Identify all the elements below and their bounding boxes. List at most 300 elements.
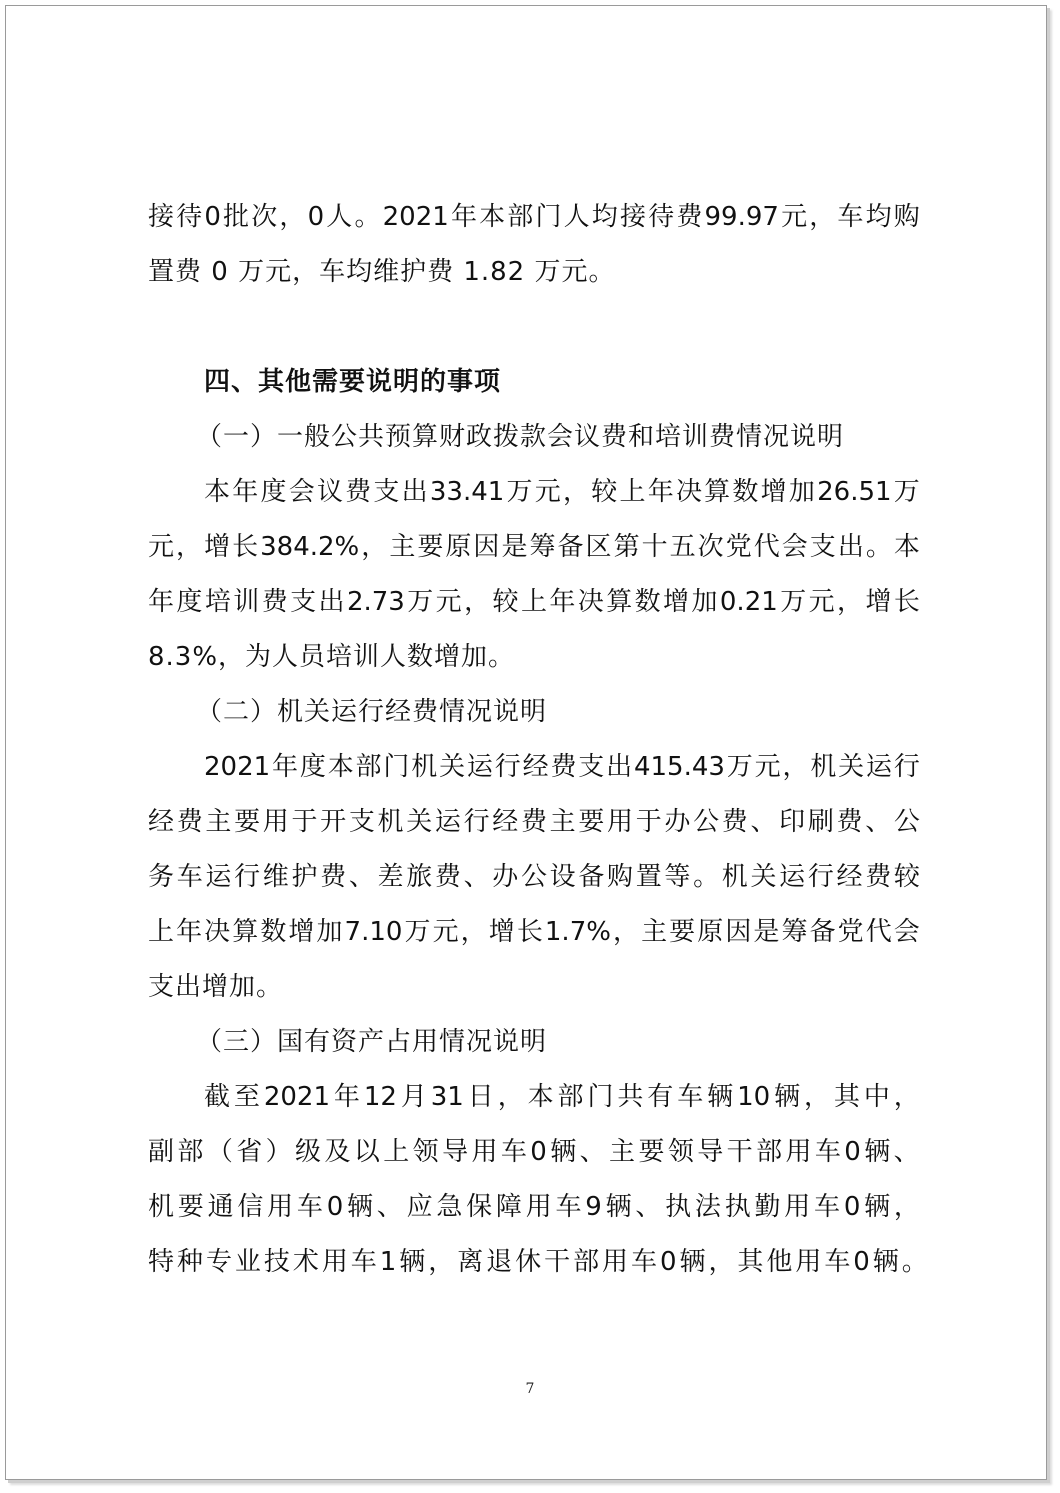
text-glyph: ， [809,202,836,232]
text-glyph: 决 [204,917,231,947]
text-glyph: 用 [321,1247,348,1277]
text-glyph: 0 [530,1137,547,1167]
text-glyph: 较 [591,477,618,507]
text-glyph: 第 [613,532,640,562]
text-glyph: 、 [463,862,490,892]
text-glyph: 购 [607,862,634,892]
text-glyph: 十 [641,532,668,562]
text-glyph: 要 [669,917,696,947]
text-glyph: 增 [865,587,892,617]
text-glyph: 用 [525,1192,552,1222]
text-glyph: 万 [506,477,533,507]
text-glyph: 技 [263,1247,290,1277]
text-glyph: 会 [893,917,920,947]
text-glyph: 0 [844,1137,861,1167]
text-glyph: 用 [785,1137,812,1167]
text-glyph: 、 [865,807,892,837]
text-glyph: 于 [291,807,318,837]
text-glyph: 门 [587,1082,614,1112]
text-glyph: 要 [234,807,261,837]
text-glyph: 专 [205,1247,232,1277]
text-glyph: 术 [292,1247,319,1277]
text-glyph: 次 [251,202,278,232]
body-line [148,862,920,892]
text-glyph: 费 [721,807,748,837]
text-glyph: 、 [376,1192,403,1222]
text-glyph: 保 [466,1192,493,1222]
text-glyph: 元 [432,917,459,947]
text-glyph: 数 [732,477,759,507]
text-glyph: ， [893,1192,920,1222]
text-glyph: 部 [756,1137,783,1167]
text-glyph: 护 [291,862,318,892]
text-glyph: 、 [579,1137,606,1167]
text-glyph: 因 [725,917,752,947]
text-glyph: 特 [148,1247,175,1277]
text-glyph: 省 [236,1137,263,1167]
text-glyph: 加 [691,587,718,617]
text-glyph: 级 [295,1137,322,1167]
body-line [148,202,920,232]
text-glyph: 车 [814,1137,841,1167]
text-glyph: 运 [779,862,806,892]
text-glyph: 批 [223,202,250,232]
text-glyph: 1 [379,1247,397,1277]
text-glyph: 车 [176,862,203,892]
body-line [148,1137,920,1167]
text-glyph: 要 [638,1137,665,1167]
text-glyph: 万 [404,917,431,947]
text-glyph: 辆 [864,1137,891,1167]
text-glyph: 五 [669,532,696,562]
text-glyph: 接 [148,202,175,232]
text-glyph: 行 [494,752,521,782]
text-glyph: 主 [641,917,668,947]
body-line [148,807,920,837]
text-glyph: 万 [407,587,434,617]
text-glyph: 会 [288,477,315,507]
text-glyph: 购 [893,202,920,232]
text-glyph: 于 [635,807,662,837]
text-glyph: 筹 [781,917,808,947]
text-glyph: 增 [204,532,231,562]
text-glyph: 退 [486,1247,513,1277]
text-glyph: 0 [843,1192,861,1222]
text-glyph: 10 [737,1082,771,1112]
text-glyph: 度 [299,752,326,782]
text-glyph: 本 [893,532,920,562]
text-glyph: 数 [260,917,287,947]
text-glyph: 用 [784,1192,811,1222]
text-glyph: 上 [383,1137,410,1167]
text-glyph: 行 [807,862,834,892]
text-glyph: 支 [290,587,317,617]
text-glyph: 备 [578,862,605,892]
text-glyph: 0 [204,202,221,232]
text-glyph: 导 [442,1137,469,1167]
text-glyph: 务 [148,862,175,892]
text-glyph: ， [803,1082,830,1112]
text-glyph: 中 [863,1082,890,1112]
text-glyph: 是 [501,532,528,562]
text-glyph: 辆 [550,1137,577,1167]
text-glyph: 机 [810,752,837,782]
text-glyph: ， [613,917,640,947]
text-glyph: 算 [232,917,259,947]
text-glyph: 原 [697,917,724,947]
text-glyph: 辆 [864,1192,891,1222]
body-line [148,917,920,947]
text-glyph: 公 [893,807,920,837]
text-glyph: 2021 [382,202,449,232]
text-glyph: 经 [492,807,519,837]
text-glyph: 部 [507,202,534,232]
text-glyph: 33.41 [429,477,505,507]
text-glyph: 辆 [872,1247,899,1277]
text-glyph: 9 [585,1192,602,1222]
text-glyph: 万 [726,752,753,782]
text-glyph: 以 [353,1137,380,1167]
text-glyph: 执 [724,1192,751,1222]
text-glyph: 0 [326,1192,344,1222]
text-glyph: 关 [439,752,466,782]
text-glyph: 2021 [204,752,271,782]
text-glyph: 经 [148,807,175,837]
text-glyph: 31 [430,1082,464,1112]
text-glyph: ， [708,1247,735,1277]
text-glyph: 区 [585,532,612,562]
text-glyph: 运 [466,752,493,782]
text-glyph: 等 [664,862,691,892]
text-glyph: （ [206,1137,233,1167]
text-glyph: 算 [704,477,731,507]
text-glyph: 法 [694,1192,721,1222]
text-glyph: 年 [549,587,576,617]
text-glyph: 车 [555,1192,582,1222]
body-line [204,1082,920,1112]
text-glyph: 费 [434,862,461,892]
text-glyph: 次 [697,532,724,562]
text-glyph: 要 [417,532,444,562]
text-glyph: 置 [635,862,662,892]
text-glyph: 用 [795,1247,822,1277]
text-glyph: 及 [324,1137,351,1167]
text-glyph: 0 [307,202,325,232]
text-glyph: 运 [205,862,232,892]
text-glyph: ， [782,752,809,782]
text-glyph: 行 [463,807,490,837]
text-glyph: 议 [316,477,343,507]
text-glyph: 本 [327,752,354,782]
text-glyph: ， [361,532,388,562]
text-glyph: 、 [348,862,375,892]
text-glyph: 年 [176,917,203,947]
text-glyph: 离 [457,1247,484,1277]
text-glyph: 用 [607,807,634,837]
text-glyph: 人 [563,202,590,232]
text-glyph: 关 [406,807,433,837]
text-glyph: 代 [865,917,892,947]
text-glyph: 较 [492,587,519,617]
text-glyph: 长 [893,587,920,617]
text-glyph: 上 [520,587,547,617]
text-glyph: 26.51 [817,477,892,507]
text-glyph: ， [428,1247,455,1277]
text-glyph: 他 [766,1247,793,1277]
text-glyph: 公 [520,862,547,892]
text-glyph: 用 [471,1137,498,1167]
text-glyph: ） [265,1137,292,1167]
text-glyph: 万 [780,587,807,617]
text-glyph: 元 [808,587,835,617]
text-glyph: 开 [320,807,347,837]
text-glyph: 执 [665,1192,692,1222]
text-glyph: 原 [445,532,472,562]
text-glyph: ， [460,917,487,947]
text-glyph: 增 [488,917,515,947]
body-line [204,752,920,782]
text-glyph: 车 [350,1247,377,1277]
text-glyph: 增 [760,477,787,507]
text-glyph: 。 [354,202,381,232]
text-glyph: 训 [233,587,260,617]
text-glyph: 支 [348,807,375,837]
page-number: 7 [525,1381,535,1397]
text-glyph: 本 [479,202,506,232]
text-glyph: 均 [591,202,618,232]
text-glyph: 384.2% [260,532,360,562]
text-glyph: 党 [837,917,864,947]
text-glyph: 要 [177,1192,204,1222]
text-glyph: 加 [788,477,815,507]
text-glyph: 办 [664,807,691,837]
text-glyph: 门 [383,752,410,782]
text-glyph: 年 [232,477,259,507]
subsection-heading: （三）国有资产占用情况说明 [196,1027,548,1057]
text-glyph: 导 [697,1137,724,1167]
text-glyph: 出 [401,477,428,507]
text-glyph: ， [893,1082,920,1112]
text-glyph: 本 [204,477,231,507]
text-glyph: 印 [779,807,806,837]
body-line [204,477,920,507]
text-glyph: 副 [148,1137,175,1167]
text-glyph: 要 [578,807,605,837]
text-glyph: 日 [467,1082,494,1112]
text-glyph: 辆 [605,1192,632,1222]
subsection-heading: （一）一般公共预算财政拨款会议费和培训费情况说明 [196,422,845,452]
text-glyph: 出 [318,587,345,617]
text-glyph: 、 [750,807,777,837]
text-glyph: 主 [549,807,576,837]
text-glyph: 算 [606,587,633,617]
text-glyph: 用 [262,807,289,837]
text-glyph: 办 [492,862,519,892]
text-glyph: 经 [522,752,549,782]
text-glyph: 0 [853,1247,870,1277]
text-glyph: 种 [176,1247,203,1277]
text-glyph: 机 [721,862,748,892]
text-glyph: 费 [320,862,347,892]
text-glyph: ， [497,1082,524,1112]
text-glyph: 筹 [529,532,556,562]
text-glyph: 度 [176,587,203,617]
text-glyph: 门 [535,202,562,232]
text-glyph: 机 [377,807,404,837]
text-glyph: 领 [412,1137,439,1167]
text-glyph: 其 [737,1247,764,1277]
text-glyph: 经 [836,862,863,892]
text-glyph: ， [837,587,864,617]
text-glyph: 度 [260,477,287,507]
text-glyph: ， [279,202,306,232]
text-glyph: 元 [534,477,561,507]
text-glyph: 车 [824,1247,851,1277]
text-glyph: 辆 [679,1247,706,1277]
text-glyph: 代 [753,532,780,562]
text-glyph: 元 [754,752,781,782]
text-glyph: 、 [893,1137,920,1167]
text-glyph: 费 [865,862,892,892]
text-glyph: 急 [436,1192,463,1222]
text-glyph: 车 [631,1247,658,1277]
text-glyph: 运 [434,807,461,837]
text-glyph: 车 [677,1082,704,1112]
text-glyph: 0 [659,1247,677,1277]
text-glyph: 至 [233,1082,260,1112]
text-glyph: 接 [619,202,646,232]
text-glyph: 干 [544,1247,571,1277]
text-glyph: 2.73 [346,587,405,617]
text-glyph: ， [464,587,491,617]
body-line [148,1247,928,1277]
text-glyph: 上 [148,917,175,947]
text-glyph: 长 [232,532,259,562]
text-glyph: 主 [205,807,232,837]
body-line: 支出增加。 [148,972,284,1002]
text-glyph: 待 [648,202,675,232]
text-glyph: 车 [296,1192,323,1222]
text-glyph: 年 [333,1082,360,1112]
text-glyph: 0.21 [719,587,778,617]
text-glyph: 支 [578,752,605,782]
text-glyph: 费 [520,807,547,837]
text-glyph: 障 [495,1192,522,1222]
text-glyph: 备 [809,917,836,947]
text-glyph: 辆 [774,1082,801,1112]
text-glyph: 本 [527,1082,554,1112]
text-glyph: 通 [207,1192,234,1222]
text-glyph: 加 [316,917,343,947]
text-glyph: 信 [237,1192,264,1222]
text-glyph: 较 [893,862,920,892]
text-glyph: 业 [234,1247,261,1277]
text-glyph: 99.97 [704,202,779,232]
text-glyph: 旅 [406,862,433,892]
text-glyph: 支 [809,532,836,562]
text-glyph: 部 [177,1137,204,1167]
text-glyph: 元 [435,587,462,617]
text-glyph: 差 [377,862,404,892]
text-glyph: 元 [148,532,175,562]
text-glyph: 用 [267,1192,294,1222]
text-glyph: 7.10 [344,917,403,947]
text-glyph: 部 [557,1082,584,1112]
text-glyph: 关 [750,862,777,892]
text-glyph: 党 [725,532,752,562]
text-glyph: 。 [865,532,892,562]
text-glyph: 车 [814,1192,841,1222]
text-glyph: 公 [693,807,720,837]
text-glyph: 机 [411,752,438,782]
text-glyph: 主 [389,532,416,562]
text-glyph: 决 [577,587,604,617]
text-glyph: 主 [609,1137,636,1167]
text-glyph: 辆 [399,1247,426,1277]
text-glyph: 年 [450,202,477,232]
text-glyph: 年 [148,587,175,617]
text-glyph: 关 [838,752,865,782]
text-glyph: 维 [262,862,289,892]
text-glyph: 应 [406,1192,433,1222]
text-glyph: 月 [400,1082,427,1112]
text-glyph: 刷 [807,807,834,837]
text-glyph: 行 [893,752,920,782]
text-glyph: 年 [647,477,674,507]
text-glyph: 辆 [347,1192,374,1222]
text-glyph: 运 [866,752,893,782]
text-glyph: 费 [676,202,703,232]
text-glyph: 万 [893,477,920,507]
text-glyph: 决 [675,477,702,507]
text-glyph: 干 [726,1137,753,1167]
text-glyph: 部 [573,1247,600,1277]
text-glyph: 上 [619,477,646,507]
text-glyph: 费 [176,807,203,837]
text-glyph: 部 [355,752,382,782]
text-glyph: 有 [647,1082,674,1112]
text-glyph: 共 [617,1082,644,1112]
text-glyph: 用 [602,1247,629,1277]
text-glyph: 增 [663,587,690,617]
text-glyph: 设 [549,862,576,892]
body-line [148,1192,920,1222]
text-glyph: 待 [176,202,203,232]
text-glyph: 均 [865,202,892,232]
text-glyph: 费 [550,752,577,782]
text-glyph: 休 [515,1247,542,1277]
text-glyph: 。 [901,1247,928,1277]
text-glyph: ， [563,477,590,507]
text-glyph: 费 [261,587,288,617]
text-glyph: 支 [373,477,400,507]
text-glyph: 车 [500,1137,527,1167]
text-glyph: 备 [557,532,584,562]
text-glyph: 费 [836,807,863,837]
text-glyph: 出 [837,532,864,562]
body-line: 置费 0 万元，车均维护费 1.82 万元。 [148,257,616,287]
text-glyph: 行 [234,862,261,892]
text-glyph: 数 [634,587,661,617]
text-glyph: 415.43 [633,752,725,782]
text-glyph: 人 [326,202,353,232]
text-glyph: 培 [204,587,231,617]
text-glyph: 1.7% [544,917,611,947]
text-glyph: ， [176,532,203,562]
body-line [148,587,920,617]
text-glyph: 。 [693,862,720,892]
text-glyph: 其 [833,1082,860,1112]
